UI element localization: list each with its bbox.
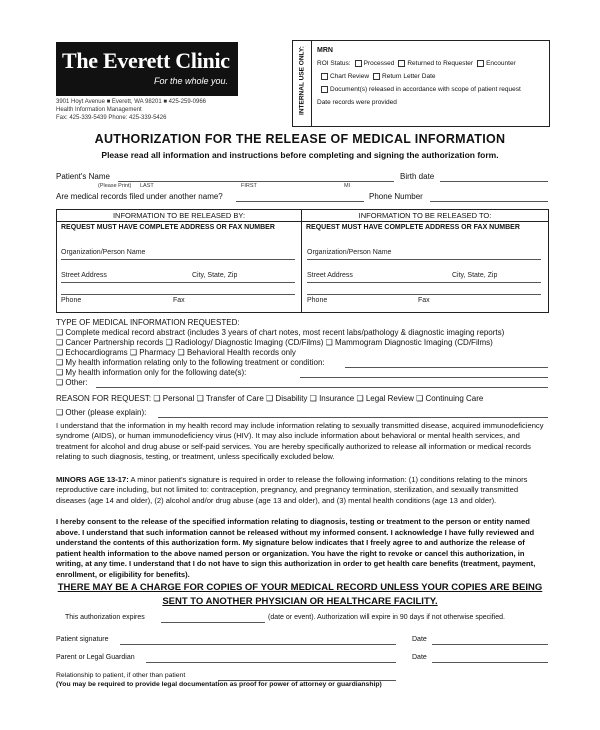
release-by-phone-field[interactable] — [61, 294, 295, 295]
internal-use-label: INTERNAL USE ONLY: — [298, 46, 306, 115]
patient-date-field[interactable] — [432, 644, 548, 645]
expires-field[interactable] — [161, 622, 265, 623]
other-reason-field[interactable] — [158, 417, 548, 418]
guardian-date-label: Date — [412, 654, 427, 661]
guardian-label: Parent or Legal Guardian — [56, 654, 135, 661]
return-letter-checkbox[interactable] — [373, 73, 380, 80]
phone-number-field[interactable] — [430, 201, 548, 202]
disability-checkbox[interactable]: ❑ — [266, 394, 276, 403]
release-to-org-field[interactable] — [307, 259, 541, 260]
transfer-checkbox[interactable]: ❑ — [196, 394, 206, 403]
behavioral-checkbox[interactable]: ❑ — [177, 348, 187, 357]
consent-paragraph: I hereby consent to the release of the specified information relating to diagnosis, testing or treatment to the person or entity named above. I understand that such information cannot be released without my informed consent. I acknowledge I have fully reviewed and understand the contents of this authorization form. My signature below indicates that I freely agree to and authorize the release of patient health information to the above named person or organization. You have the right to revoke or cancel this authorization, in writing, at any time. I understand that I do not have to sign this authorization in order to get health care benefits (treatment, payment, enrollment, or eligibility for benefits). — [56, 517, 536, 579]
other-reason-checkbox[interactable]: ❑ — [56, 408, 66, 417]
release-by-org-field[interactable] — [61, 259, 295, 260]
other-name-field[interactable] — [236, 201, 364, 202]
documents-released-checkbox[interactable] — [321, 86, 328, 93]
cancer-checkbox[interactable]: ❑ — [56, 338, 66, 347]
release-to-address-field[interactable] — [307, 282, 541, 283]
patient-signature-field[interactable] — [120, 644, 396, 645]
logo-tagline: For the whole you. — [153, 76, 228, 86]
release-by-box: INFORMATION TO BE RELEASED BY: REQUEST MUST HAVE COMPLETE ADDRESS OR FAX NUMBER Organization/Person Name Street Address City, State, Zip Phone Fax — [56, 209, 302, 313]
charge-notice-1: THERE MAY BE A CHARGE FOR COPIES OF YOUR MEDICAL RECORD UNLESS YOUR COPIES ARE BEING — [57, 582, 543, 593]
minors-paragraph: MINORS AGE 13-17: A minor patient's signature is required in order to release the following information: (1) conditions relating to the minors reproductive care including, but not limited to: contraception, pregnancy, and pregnancy termination, sterilization, and sexually transmitted diseases (age 14 and older), (2) alcohol and/or drug abuse (age 13 and older), and (3) mental health conditions (age 13 and older). — [56, 475, 528, 505]
birth-date-label: Birth date — [400, 172, 435, 181]
birth-date-field[interactable] — [440, 181, 548, 182]
pharmacy-checkbox[interactable]: ❑ — [129, 348, 140, 357]
dates-field[interactable] — [300, 377, 548, 378]
expires-prefix: This authorization expires — [65, 614, 145, 621]
insurance-checkbox[interactable]: ❑ — [309, 394, 320, 403]
patient-name-field[interactable] — [118, 181, 394, 182]
chart-review-checkbox[interactable] — [321, 73, 328, 80]
other-type-field[interactable] — [96, 387, 548, 388]
patient-signature-label: Patient signature — [56, 636, 109, 643]
form-title: AUTHORIZATION FOR THE RELEASE OF MEDICAL INFORMATION — [94, 132, 506, 146]
clinic-address: 3901 Hoyt Avenue ■ Everett, WA 98201 ■ 425-259-0966 Health Information Management Fax: 425-339-5439 Phone: 425-339-5426 — [56, 99, 207, 121]
understand-paragraph: I understand that the information in my health record may include information relating to sexually transmitted disease, acquired immunodeficiency syndrome (AIDS), or human immunodeficiency virus (HIV). It may also include information about behavioral or mental health services, and treatment for alcohol and drug abuse or self-paid services. You are hereby specifically authorized to release all information or medical records relating to such diagnosis, testing, or treatment, unless specifically excluded below. — [56, 421, 544, 462]
clinic-logo — [56, 42, 238, 96]
dates-checkbox[interactable]: ❑ — [56, 368, 66, 377]
radiology-checkbox[interactable]: ❑ — [165, 338, 175, 347]
mrn-label: MRN — [317, 47, 333, 54]
complete-record-checkbox[interactable]: ❑ — [56, 328, 66, 337]
reason-section: REASON FOR REQUEST: ❑ Personal ❑ Transfer of Care ❑ Disability ❑ Insurance ❑ Legal Review ❑ Continuing Care ❑ Other (please explain): — [56, 394, 484, 417]
internal-use-box: INTERNAL USE ONLY: MRN ROI Status: Processed Returned to Requester Encounter Chart Review Return Letter Date Document(s) released in accordance with scope of patient request Date records were provided — [292, 40, 550, 127]
type-section: TYPE OF MEDICAL INFORMATION REQUESTED: ❑ Complete medical record abstract (includes 3 years of chart notes, most recent labs/pathology & diagnostic imaging reports) ❑ Cancer Partnership records ❑ Radiology/ Diagnostic Imaging (CD/Films) ❑ Mammogram Diagnostic Imaging (CD/Films) ❑ Echocardiograms ❑ Pharmacy ❑ Behavioral Health records only ❑ My health information relating only to the following treatment or condition: ❑ My health information only for the following date(s): ❑ Other: — [56, 318, 505, 387]
processed-checkbox[interactable] — [355, 60, 362, 67]
continuing-checkbox[interactable]: ❑ — [416, 394, 426, 403]
charge-notice-2: SENT TO ANOTHER PHYSICIAN OR HEALTHCARE FACILITY. — [162, 596, 438, 607]
returned-checkbox[interactable] — [398, 60, 405, 67]
personal-checkbox[interactable]: ❑ — [153, 394, 163, 403]
legal-note: (You may be required to provide legal documentation as proof for power of attorney or guardianship) — [56, 681, 382, 688]
guardian-signature-field[interactable] — [146, 662, 396, 663]
patient-name-label: Patient's Name — [56, 172, 110, 181]
patient-date-label: Date — [412, 636, 427, 643]
other-type-checkbox[interactable]: ❑ — [56, 378, 66, 387]
guardian-date-field[interactable] — [432, 662, 548, 663]
encounter-checkbox[interactable] — [477, 60, 484, 67]
release-to-header: INFORMATION TO BE RELEASED TO: — [302, 210, 548, 222]
phone-number-label: Phone Number — [369, 192, 423, 201]
echo-checkbox[interactable]: ❑ — [56, 348, 66, 357]
relationship-label: Relationship to patient, if other than patient — [56, 672, 186, 679]
release-by-header: INFORMATION TO BE RELEASED BY: — [57, 210, 301, 222]
release-to-phone-field[interactable] — [307, 294, 541, 295]
treatment-field[interactable] — [345, 367, 548, 368]
treatment-checkbox[interactable]: ❑ — [56, 358, 66, 367]
other-name-label: Are medical records filed under another name? — [56, 192, 223, 201]
form-subtitle: Please read all information and instructions before completing and signing the authorization form. — [101, 150, 499, 160]
legal-checkbox[interactable]: ❑ — [356, 394, 366, 403]
logo-name: The Everett Clinic — [62, 48, 230, 73]
mammogram-checkbox[interactable]: ❑ — [325, 338, 336, 347]
expires-suffix: (date or event). Authorization will expire in 90 days if not otherwise specified. — [268, 614, 505, 621]
release-by-address-field[interactable] — [61, 282, 295, 283]
release-to-box: INFORMATION TO BE RELEASED TO: REQUEST MUST HAVE COMPLETE ADDRESS OR FAX NUMBER Organization/Person Name Street Address City, State, Zip Phone Fax — [301, 209, 549, 313]
